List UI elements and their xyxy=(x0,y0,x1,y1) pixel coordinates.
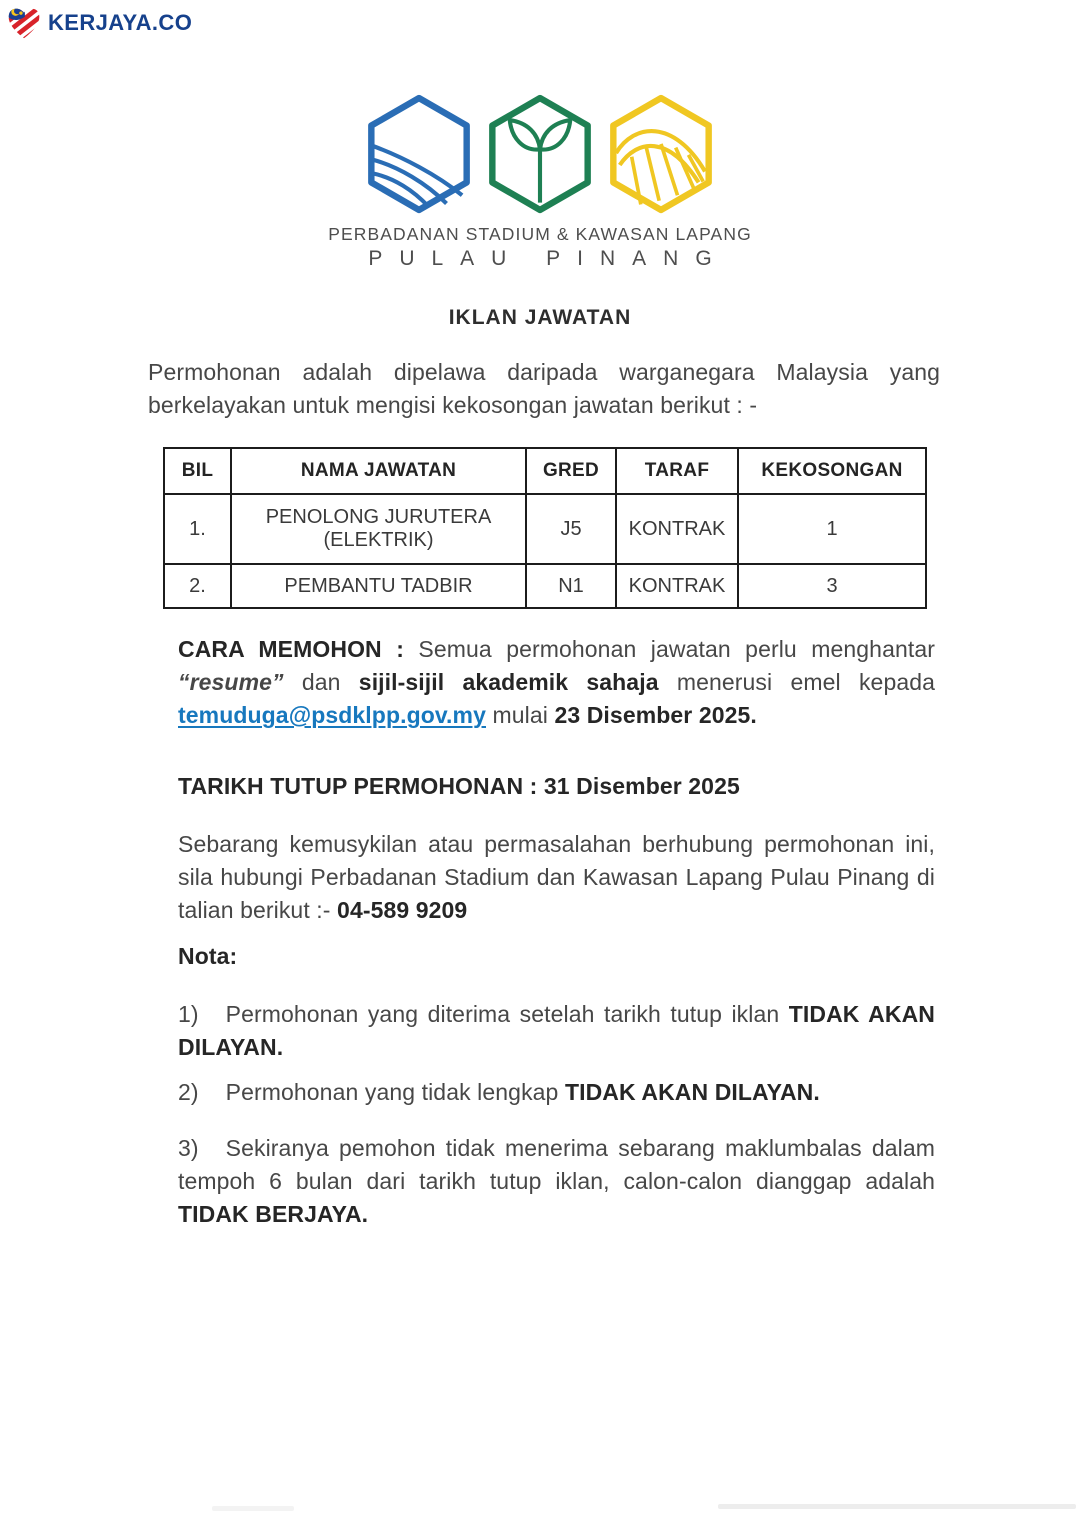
header-taraf: TARAF xyxy=(616,448,738,494)
nota-item-3-bold: TIDAK BERJAYA. xyxy=(178,1200,369,1227)
nota-item-2-number: 2) xyxy=(178,1079,199,1105)
cara-memohon-label: CARA MEMOHON xyxy=(178,636,382,662)
start-date: 23 Disember 2025. xyxy=(554,701,757,728)
field-hexagon-icon xyxy=(364,92,474,216)
nota-item-1-bold: TIDAK AKAN DILAYAN. xyxy=(178,1001,935,1060)
header-kekosongan: KEKOSONGAN xyxy=(738,448,926,494)
contact-paragraph xyxy=(178,828,935,927)
header-gred: GRED xyxy=(526,448,616,494)
jobs-table xyxy=(163,447,927,609)
cell-bil: 2. xyxy=(164,564,231,608)
cara-memohon-paragraph xyxy=(178,633,935,732)
cell-kekosongan: 1 xyxy=(738,494,926,564)
cell-kekosongan: 3 xyxy=(738,564,926,608)
cell-taraf: KONTRAK xyxy=(616,564,738,608)
nota-item-2-bold: TIDAK AKAN DILAYAN. xyxy=(564,1079,820,1105)
cell-nama: PEMBANTU TADBIR xyxy=(231,564,526,608)
cell-gred: J5 xyxy=(526,494,616,564)
nota-item-3-text: Sekiranya pemohon tidak menerima sebarang maklumbalas dalam tempoh 6 bulan dari tarikh tutup iklan, calon-calon dianggap adalah xyxy=(178,1135,935,1194)
cell-nama: PENOLONG JURUTERA (ELEKTRIK) xyxy=(231,494,526,564)
closing-date-line: TARIKH TUTUP PERMOHONAN : 31 Disember 2025 xyxy=(178,773,740,799)
brand-name: KERJAYA.CO xyxy=(48,10,193,35)
nota-item-2-text: Permohonan yang tidak lengkap xyxy=(225,1079,565,1105)
contact-phone: 04-589 9209 xyxy=(337,896,468,923)
table-row xyxy=(164,564,926,608)
page-title: IKLAN JAWATAN xyxy=(448,306,632,329)
kerjaya-brand-logo[interactable] xyxy=(6,4,192,42)
cell-gred: N1 xyxy=(526,564,616,608)
nota-item-1-text: Permohonan yang diterima setelah tarikh tutup iklan xyxy=(225,1001,789,1027)
table-row xyxy=(164,494,926,564)
cara-text-4: mulai xyxy=(486,701,555,728)
org-name-line1: PERBADANAN STADIUM & KAWASAN LAPANG xyxy=(328,224,752,244)
sijil-emphasis: sijil-sijil akademik sahaja xyxy=(358,668,659,695)
faint-scan-artifact xyxy=(212,1506,294,1511)
malaysia-heart-icon xyxy=(6,4,42,42)
cara-text-3: menerusi emel kepada xyxy=(658,668,936,695)
stadium-hexagon-icon xyxy=(606,92,716,216)
header-bil: BIL xyxy=(164,448,231,494)
intro-paragraph: Permohonan adalah dipelawa daripada warganegara Malaysia yang berkelayakan untuk mengisi kekosongan jawatan berikut : - xyxy=(148,359,940,418)
nota-item-2 xyxy=(178,1076,935,1109)
nota-item-1 xyxy=(178,998,935,1064)
cara-memohon-colon: : xyxy=(381,636,419,662)
nota-item-3-number: 3) xyxy=(178,1135,199,1161)
org-hexagon-logos xyxy=(0,92,1080,216)
application-email-link[interactable]: temuduga@psdklpp.gov.my xyxy=(178,701,486,728)
nota-heading: Nota: xyxy=(178,943,238,969)
resume-emphasis: “resume” xyxy=(178,668,284,695)
header-nama-jawatan: NAMA JAWATAN xyxy=(231,448,526,494)
org-logo-block xyxy=(0,92,1080,271)
cara-text-2: dan xyxy=(283,668,359,695)
cell-bil: 1. xyxy=(164,494,231,564)
table-header-row xyxy=(164,448,926,494)
nota-item-3 xyxy=(178,1132,935,1231)
org-name-line2: PULAU PINANG xyxy=(368,247,729,270)
seedling-hexagon-icon xyxy=(485,92,595,216)
faint-scan-artifact xyxy=(718,1504,1076,1509)
nota-item-1-number: 1) xyxy=(178,1001,199,1027)
cara-text-1: Semua permohonan jawatan perlu menghantar xyxy=(418,636,936,662)
contact-text: Sebarang kemusykilan atau permasalahan berhubung permohonan ini, sila hubungi Perbadanan Stadium dan Kawasan Lapang Pulau Pinang di talian berikut :- xyxy=(178,831,935,923)
cell-taraf: KONTRAK xyxy=(616,494,738,564)
